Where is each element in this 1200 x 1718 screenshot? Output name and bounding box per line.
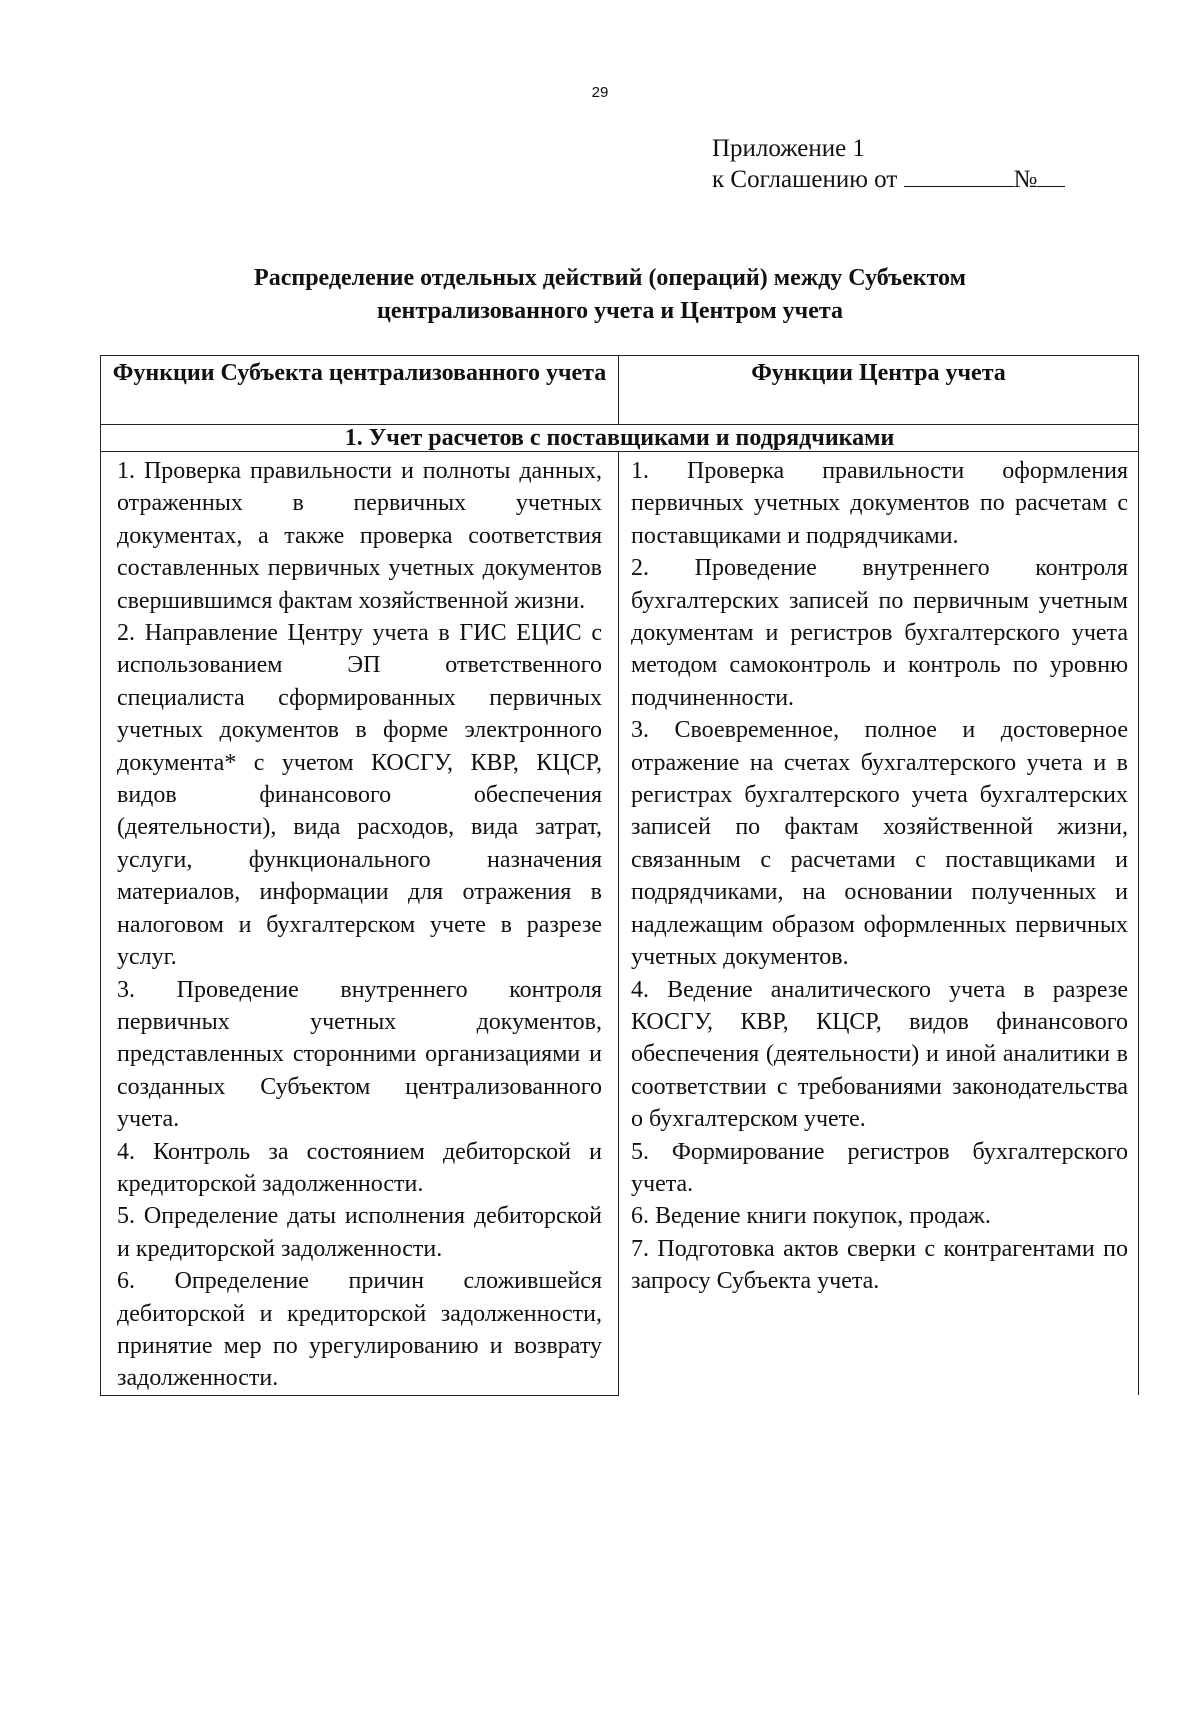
appendix-agreement-prefix: к Соглашению от [712, 166, 904, 193]
agreement-number-blank [1037, 166, 1065, 187]
list-item: 3. Своевременное, полное и достоверное отражение на счетах бухгалтерского учета и в регистрах бухгалтерского учета бухгалтерских записей по фактам хозяйственной жизни, связанным с расчетами с поставщиками и подрядчиками, на основании полученных и надлежащим образом оформленных первичных учетных документов. [631, 717, 1128, 971]
table-header-row [101, 356, 1139, 425]
list-item: 6. Определение причин сложившейся дебиторской и кредиторской задолженности, принятие мер по урегулированию и возврату задолженности. [117, 1268, 602, 1392]
section-title: 1. Учет расчетов с поставщиками и подрядчиками [101, 425, 1139, 452]
list-item: 4. Ведение аналитического учета в разрезе КОСГУ, КВР, КЦСР, видов финансового обеспечения (деятельности) и иной аналитики в соответствии с требованиями законодательства о бухгалтерском учете. [631, 976, 1128, 1133]
list-item: 5. Формирование регистров бухгалтерского учета. [631, 1138, 1128, 1197]
list-item: 1. Проверка правильности и полноты данных, отраженных в первичных учетных документах, а также проверка соответствия составленных первичных учетных документов свершившимся фактам хозяйственной жизни. [117, 458, 602, 614]
table-body-row [101, 452, 1139, 1396]
section-row [101, 425, 1139, 452]
subject-functions-cell [101, 452, 619, 1396]
appendix-number-sign: № [1013, 166, 1038, 193]
list-item: 2. Направление Центру учета в ГИС ЕЦИС с использованием ЭП ответственного специалиста сформированных первичных учетных документов в форме электронного документа* с учетом КОСГУ, КВР, КЦСР, видов финансового обеспечения (деятельности), вида расходов, вида затрат, услуги, функционального назначения материалов, информации для отражения в налоговом и бухгалтерском учете в разрезе услуг. [117, 620, 602, 971]
list-item: 4. Контроль за состоянием дебиторской и кредиторской задолженности. [117, 1138, 602, 1197]
appendix-line-1: Приложение 1 [712, 135, 865, 162]
list-item: 1. Проверка правильности оформления первичных учетных документов по расчетам с поставщиками и подрядчиками. [631, 458, 1128, 549]
agreement-date-blank [904, 166, 1014, 187]
document-title-line-1: Распределение отдельных действий (операций) между Субъектом [254, 265, 966, 291]
header-center-functions: Функции Центра учета [619, 356, 1139, 425]
list-item: 3. Проведение внутреннего контроля первичных учетных документов, представленных сторонними организациями и созданных Субъектом централизованного учета. [117, 976, 602, 1133]
functions-table [100, 355, 1139, 1396]
list-item: 2. Проведение внутреннего контроля бухгалтерских записей по первичным учетным документам и регистров бухгалтерского учета методом самоконтроль и контроль по уровню подчиненности. [631, 555, 1128, 711]
document-title-line-2: централизованного учета и Центром учета [377, 298, 843, 324]
list-item: 5. Определение даты исполнения дебиторской и кредиторской задолженности. [117, 1203, 602, 1262]
appendix-header [712, 133, 1065, 195]
list-item: 6. Ведение книги покупок, продаж. [631, 1203, 991, 1230]
document-title [110, 262, 1110, 328]
center-functions-cell [619, 452, 1139, 1396]
header-subject-functions: Функции Субъекта централизованного учета [101, 356, 619, 425]
page-number: 29 [591, 84, 609, 101]
appendix-line-2 [712, 164, 1065, 195]
list-item: 7. Подготовка актов сверки с контрагентами по запросу Субъекта учета. [631, 1235, 1128, 1295]
